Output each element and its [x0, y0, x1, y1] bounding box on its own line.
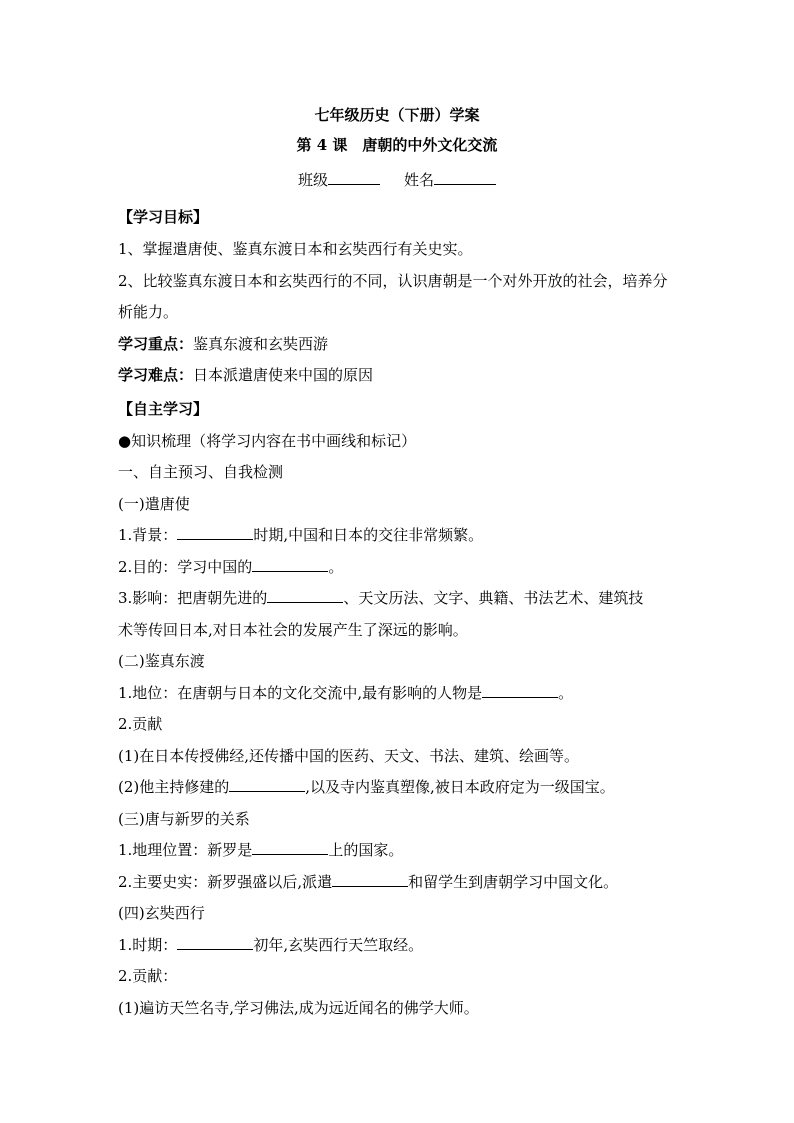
jianzhen-status-end: 。 — [558, 683, 574, 702]
xuanzang-contribution-1: (1)遍访天竺名寺,学习佛法,成为远近闻名的佛学大师。 — [118, 998, 479, 1017]
jianzhen-contribution-2-label: (2)他主持修建的 — [118, 778, 230, 796]
xuanzang-period — [118, 930, 676, 962]
jianzhen-status — [118, 678, 676, 710]
jianzhen-contribution-2-text: ,以及寺内鉴真塑像,被日本政府定为一级国宝。 — [305, 778, 615, 796]
silla-location-label: 1.地理位置：新罗是 — [118, 841, 253, 859]
envoys-purpose-text: 。 — [328, 557, 344, 576]
jianzhen-contribution: 2.贡献 — [118, 715, 163, 733]
knowledge-bullet: ●知识梳理（将学习内容在书中画线和标记） — [118, 431, 417, 450]
jianzhen-status-label: 1.地位：在唐朝与日本的文化交流中,最有影响的人物是 — [118, 683, 483, 702]
section-jianzhen-title: (二)鉴真东渡 — [118, 652, 205, 670]
student-info-line — [118, 160, 676, 200]
part-one-title: 一、自主预习、自我检测 — [118, 463, 284, 481]
xuanzang-contribution: 2.贡献： — [118, 967, 178, 985]
jianzhen-contribution-2 — [118, 772, 676, 804]
page-title: 七年级历史（下册）学案 — [314, 106, 480, 124]
envoys-purpose-blank[interactable] — [252, 556, 328, 572]
xuanzang-period-text: 初年,玄奘西行天竺取经。 — [253, 935, 424, 954]
class-blank[interactable] — [328, 169, 380, 185]
section-envoys-title: (一)遣唐使 — [118, 494, 190, 513]
key-point-label: 学习重点： — [118, 334, 194, 353]
class-label: 班级 — [297, 171, 328, 189]
section-xuanzang-title: (四)玄奘西行 — [118, 904, 205, 922]
lesson-title: 第 4 课 唐朝的中外文化交流 — [296, 136, 498, 154]
difficulty-text: 日本派遣唐使来中国的原因 — [193, 366, 374, 384]
jianzhen-temple-blank[interactable] — [229, 776, 305, 792]
envoys-purpose-label: 2.目的：学习中国的 — [118, 557, 253, 576]
section-silla-title: (三)唐与新罗的关系 — [118, 809, 250, 828]
envoys-background-blank[interactable] — [177, 524, 253, 540]
envoys-background-label: 1.背景： — [118, 526, 178, 544]
envoys-background-text: 时期,中国和日本的交往非常频繁。 — [253, 526, 484, 544]
key-point-text: 鉴真东渡和玄奘西游 — [193, 334, 329, 353]
difficulty-label: 学习难点： — [118, 366, 194, 384]
self-study-heading: 【自主学习】 — [118, 399, 209, 418]
silla-location-text: 上的国家。 — [328, 841, 404, 859]
envoys-impact-text: 、天文历法、文字、典籍、书法艺术、建筑技 — [343, 589, 644, 607]
objective-item-1: 1、掌握遣唐使、鉴真东渡日本和玄奘西行有关史实。 — [118, 240, 473, 258]
silla-facts-label: 2.主要史实：新罗强盛以后,派遣 — [118, 872, 333, 891]
envoys-purpose — [118, 552, 676, 584]
objective-item-2: 2、比较鉴真东渡日本和玄奘西行的不同，认识唐朝是一个对外开放的社会，培养分析能力。 — [118, 271, 668, 321]
silla-facts — [118, 867, 676, 899]
envoys-impact-cont: 术等传回日本,对日本社会的发展产生了深远的影响。 — [118, 620, 468, 639]
key-point — [118, 329, 676, 361]
envoys-impact — [118, 583, 676, 615]
jianzhen-contribution-1: (1)在日本传授佛经,还传播中国的医药、天文、书法、建筑、绘画等。 — [118, 746, 580, 765]
name-label: 姓名 — [404, 171, 435, 189]
envoys-impact-label: 3.影响：把唐朝先进的 — [118, 589, 268, 607]
objectives-heading: 【学习目标】 — [118, 208, 209, 226]
jianzhen-status-blank[interactable] — [482, 682, 558, 698]
envoys-impact-blank[interactable] — [267, 587, 343, 603]
silla-facts-text: 和留学生到唐朝学习中国文化。 — [408, 872, 619, 891]
silla-facts-blank[interactable] — [332, 871, 408, 887]
envoys-background — [118, 520, 676, 552]
xuanzang-period-label: 1.时期： — [118, 935, 178, 954]
xuanzang-period-blank[interactable] — [177, 934, 253, 950]
silla-location-blank[interactable] — [252, 839, 328, 855]
silla-location — [118, 835, 676, 867]
difficulty-point — [118, 360, 676, 392]
name-blank[interactable] — [434, 169, 496, 185]
